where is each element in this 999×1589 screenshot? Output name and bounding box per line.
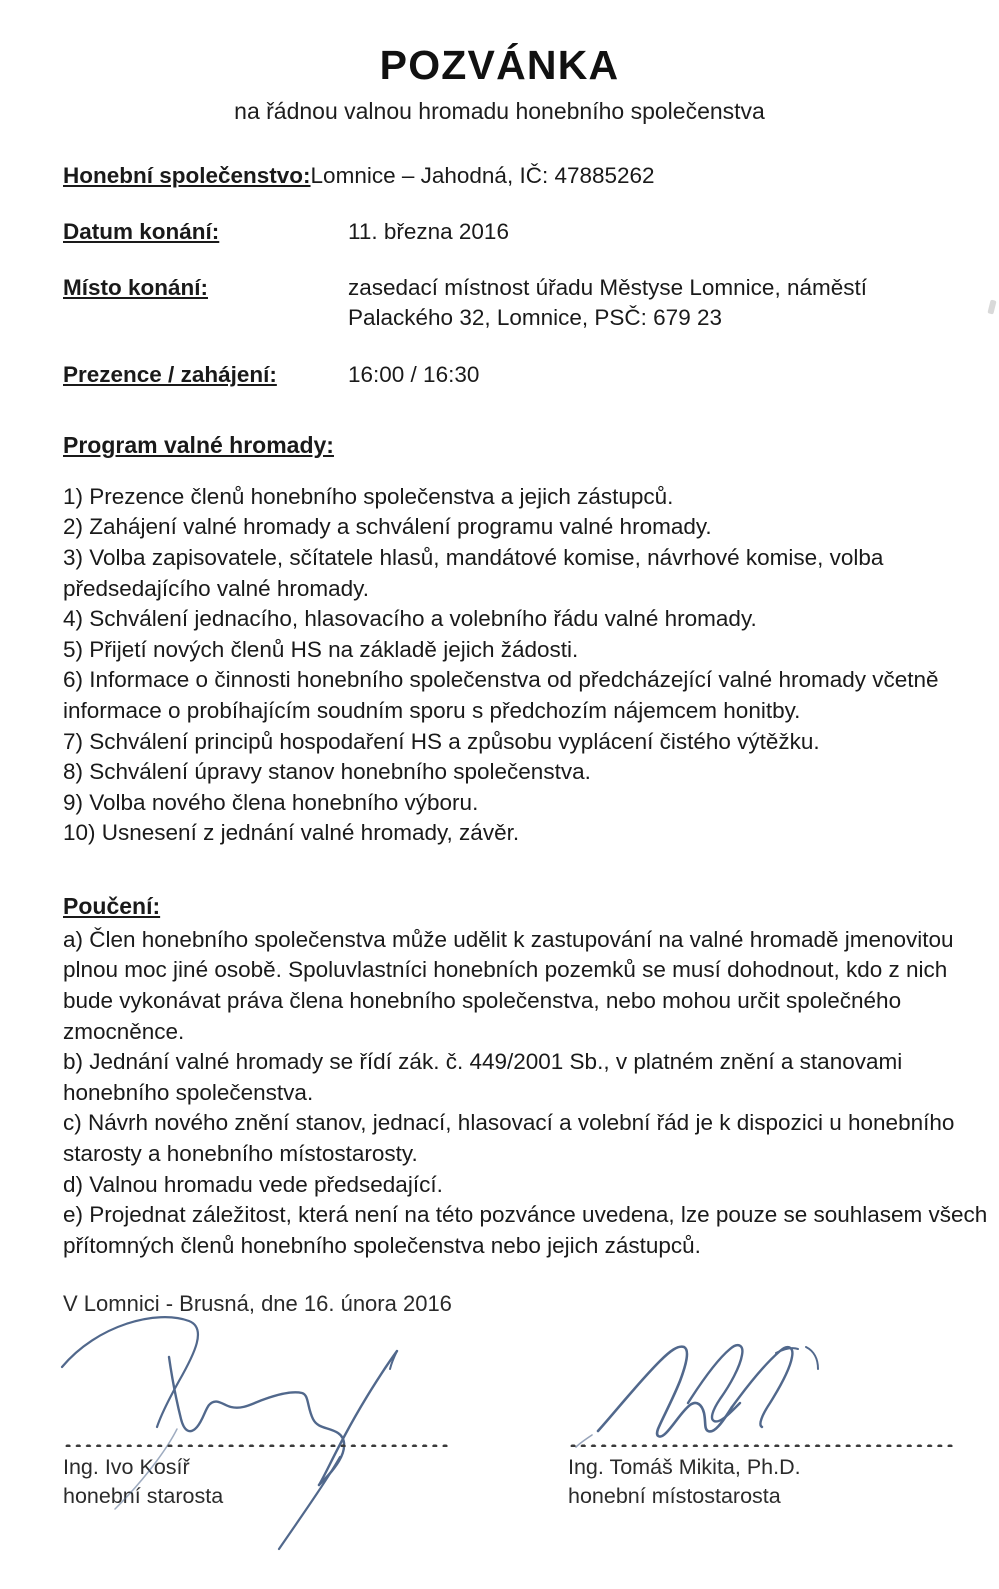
program-list xyxy=(0,482,999,849)
meta-row-attendance xyxy=(63,360,991,390)
signature-name-left: Ing. Ivo Kosíř xyxy=(63,1455,190,1480)
program-item: 10) Usnesení z jednání valné hromady, závěr. xyxy=(63,820,520,846)
place-label: Místo konání: xyxy=(63,275,208,301)
attendance-label: Prezence / zahájení: xyxy=(63,361,277,387)
place-value-line-1: zasedací místnost úřadu Městyse Lomnice, náměstí xyxy=(348,275,867,301)
place-value-line-2: Palackého 32, Lomnice, PSČ: 679 23 xyxy=(348,305,722,331)
signature-role-left: honební starosta xyxy=(63,1483,224,1508)
instructions-heading: Poučení: xyxy=(63,892,161,919)
place-value xyxy=(348,273,991,333)
instructions-list xyxy=(0,925,999,1262)
meta-row-society xyxy=(63,161,991,191)
program-item: 1) Prezence členů honebního společenstva a jejich zástupců. xyxy=(63,483,674,509)
signature-area xyxy=(0,1369,999,1589)
closing-date: V Lomnici - Brusná, dne 16. února 2016 xyxy=(63,1291,452,1317)
program-item: 7) Schválení principů hospodaření HS a způsobu vyplácení čistého výtěžku. xyxy=(63,728,820,754)
program-item: 3) Volba zapisovatele, sčítatele hlasů, mandátové komise, návrhové komise, volba předsedajícího valné hromady. xyxy=(63,544,884,601)
attendance-value: 16:00 / 16:30 xyxy=(348,361,480,387)
instructions-item: b) Jednání valné hromady se řídí zák. č. 449/2001 Sb., v platném znění a stanovami honebního společenstva. xyxy=(63,1049,903,1105)
signature-line xyxy=(63,1441,448,1447)
page-title: POZVÁNKA xyxy=(379,42,620,88)
meta-block xyxy=(0,161,999,390)
signature-line xyxy=(568,1441,953,1447)
society-label: Honební společenstvo: xyxy=(63,163,311,189)
program-item: 9) Volba nového člena honebního výboru. xyxy=(63,789,479,815)
society-value: Lomnice – Jahodná, IČ: 47885262 xyxy=(310,163,655,189)
date-value: 11. března 2016 xyxy=(348,219,509,245)
instructions-item: e) Projednat záležitost, která není na této pozvánce uvedena, lze pouze se souhlasem všech přítomných členů honebního společenstva nebo jejich zástupců. xyxy=(63,1202,988,1258)
program-item: 6) Informace o činnosti honebního společenstva od předcházející valné hromady včetně informace o probíhajícím soudním sporu s předchozím nájemcem honitby. xyxy=(63,667,939,723)
program-item: 5) Přijetí nových členů HS na základě jejich žádosti. xyxy=(63,636,579,662)
instructions-item: a) Člen honebního společenstva může udělit k zastupování na valné hromadě jmenovitou plnou moc jiné osobě. Spoluvlastníci honebních pozemků se musí dohodnout, kdo z nich bude vykonávat práva člena honebního společenstva, nebo mohou určit společného zmocněnce. xyxy=(63,926,954,1044)
meta-row-date xyxy=(63,217,991,247)
program-heading: Program valné hromady: xyxy=(63,431,334,458)
program-item: 4) Schválení jednacího, hlasovacího a volebního řádu valné hromady. xyxy=(63,606,757,632)
program-item: 2) Zahájení valné hromady a schválení programu valné hromady. xyxy=(63,514,712,540)
page-subtitle: na řádnou valnou hromadu honebního společenstva xyxy=(234,98,765,125)
signature-block-right xyxy=(568,1369,953,1510)
meta-row-place xyxy=(63,273,991,333)
signature-role-right: honební místostarosta xyxy=(568,1483,781,1508)
signature-name-right: Ing. Tomáš Mikita, Ph.D. xyxy=(568,1455,801,1480)
instructions-item: d) Valnou hromadu vede předsedající. xyxy=(63,1171,443,1197)
instructions-item: c) Návrh nového znění stanov, jednací, hlasovací a volební řád je k dispozici u honebního starosty a honebního místostarosty. xyxy=(63,1110,955,1167)
program-item: 8) Schválení úpravy stanov honebního společenstva. xyxy=(63,759,591,785)
date-label: Datum konání: xyxy=(63,219,220,245)
signature-block-left xyxy=(63,1369,448,1510)
